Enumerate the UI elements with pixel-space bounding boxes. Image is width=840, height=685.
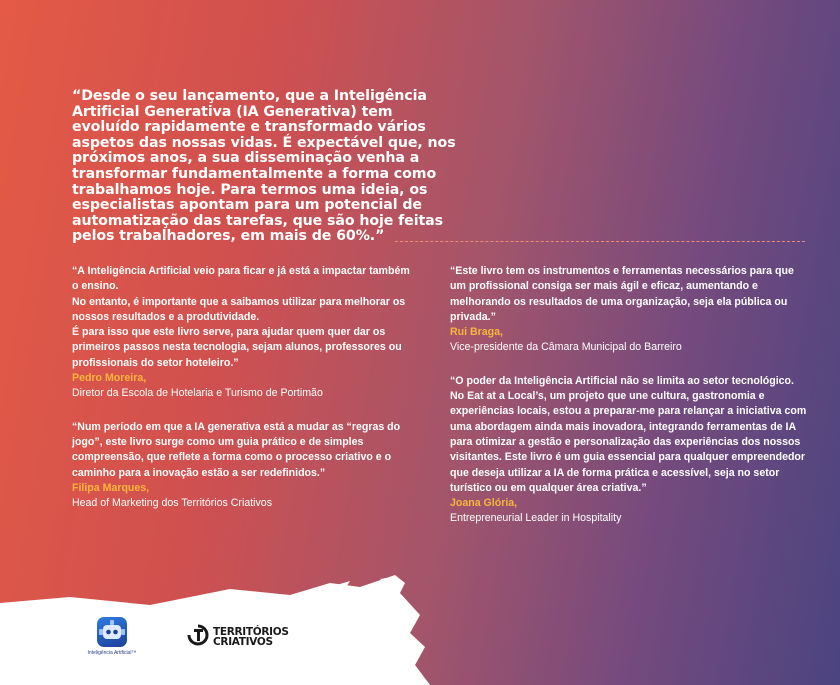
territorios-criativos-logo [186, 622, 289, 652]
robot-icon [97, 617, 127, 647]
ia-logo [84, 617, 140, 656]
testimonial [72, 264, 417, 402]
testimonial-role: Entrepreneurial Leader in Hospitality [450, 512, 622, 525]
testimonial-text: “O poder da Inteligência Artificial não se limita ao setor tecnológico. No Eat at a Local’s, um projeto que une cultura, gastronomia e experiências locais, estou a preparar-me para relançar a iniciativa com uma abordagem ainda mais inovadora, integrando ferramentas de IA para otimizar a gestão e personalização das experiências dos nossos visitantes. Este livro é um guia essencial para qualquer empreendedor que deseja utilizar a IA de forma prática e acessível, seja no setor turístico ou em qualquer área criativa.” [450, 374, 807, 494]
testimonial [72, 420, 417, 512]
testimonial-text: “Num período em que a IA generativa está a mudar as “regras do jogo”, este livro surge como um guia prático e de simples compreensão, que reflete a forma como o processo criativo e o caminho para a inovação estão a ser redefinidos.” [72, 420, 401, 479]
testimonial-author: Joana Glória, [450, 497, 518, 510]
testimonial-role: Diretor da Escola de Hotelaria e Turismo de Portimão [72, 387, 323, 400]
testimonial-text: “A Inteligência Artificial veio para ficar e já está a impactar também o ensino. No entanto, é importante que a saibamos utilizar para melhorar os nossos resultados e a produtividade. É para isso que este livro serve, para ajudar quem quer dar os primeiros passos nesta tecnologia, sejam alunos, professores ou profissionais do setor hoteleiro.” [72, 265, 410, 369]
testimonial-role: Vice-presidente da Câmara Municipal do Barreiro [450, 341, 682, 354]
ia-logo-text: Inteligência Artificial™ [87, 650, 137, 656]
testimonials-right-column [450, 264, 810, 545]
tc-logo-line1: TERRITÓRIOS [213, 626, 289, 638]
testimonial-author: Rui Braga, [450, 326, 503, 339]
testimonial-text: “Este livro tem os instrumentos e ferramentas necessários para que um profissional consiga ser mais ágil e eficaz, aumentando e melhorando os resultados de uma organização, seja ela pública ou privada.” [450, 265, 794, 323]
dashed-divider [395, 241, 805, 242]
testimonial-author: Pedro Moreira, [72, 372, 147, 385]
testimonial [450, 374, 810, 527]
testimonial-role: Head of Marketing dos Territórios Criativos [72, 497, 272, 510]
main-quote: “Desde o seu lançamento, que a Inteligência Artificial Generativa (IA Generativa) tem evoluído rapidamente e transformado vários aspetos das nossas vidas. É expectável que, nos próximos anos, a sua disseminação venha a transformar fundamentalmente a forma como trabalhamos hoje. Para termos uma ideia, os especialistas apontam para um potencial de automatização das tarefas, que são hoje feitas pelos trabalhadores, em mais de 60%.” [72, 88, 456, 245]
territorios-criativos-wordmark [213, 627, 289, 647]
territorios-criativos-mark-icon [186, 623, 210, 652]
testimonial [450, 264, 810, 356]
testimonials-left-column [72, 264, 417, 529]
testimonial-author: Filipa Marques, [72, 481, 150, 494]
tc-logo-line2: CRIATIVOS [213, 636, 273, 648]
